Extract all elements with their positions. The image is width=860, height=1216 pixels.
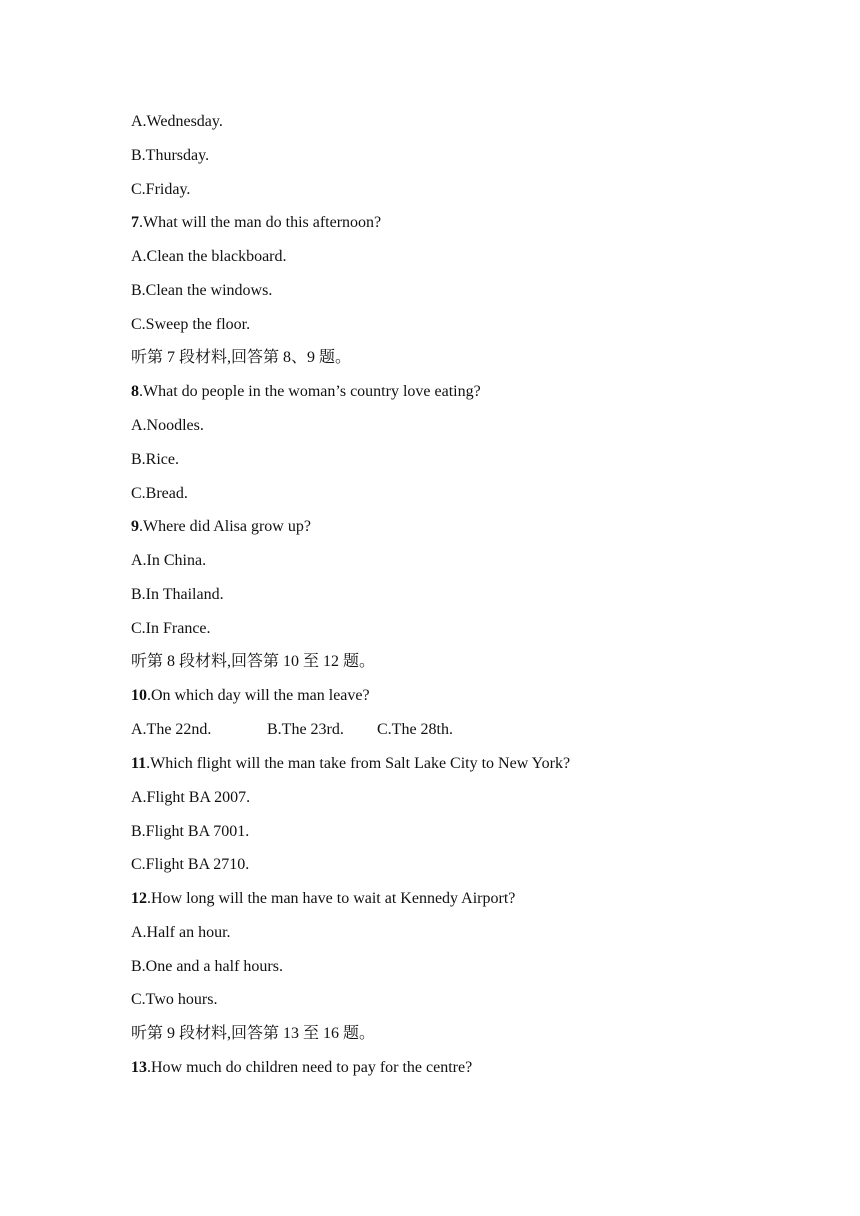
option-12c: C.Two hours. — [131, 991, 218, 1008]
option-9c: C.In France. — [131, 620, 211, 637]
question-text: .On which day will the man leave? — [147, 687, 370, 704]
option-11b: B.Flight BA 7001. — [131, 823, 250, 840]
option-7b: B.Clean the windows. — [131, 282, 273, 299]
question-number: 9 — [131, 518, 139, 535]
option-12b: B.One and a half hours. — [131, 958, 283, 975]
question-12 — [131, 889, 515, 909]
question-9 — [131, 517, 311, 537]
section-instruction-7: 听第 7 段材料,回答第 8、9 题。 — [131, 349, 352, 366]
question-number: 11 — [131, 755, 147, 772]
option-6b: B.Thursday. — [131, 147, 210, 164]
question-text: .How long will the man have to wait at Kennedy Airport? — [147, 890, 516, 907]
section-instruction-8: 听第 8 段材料,回答第 10 至 12 题。 — [131, 653, 376, 670]
option-11c: C.Flight BA 2710. — [131, 856, 250, 873]
option-6c: C.Friday. — [131, 181, 191, 198]
question-text: .Which flight will the man take from Salt Lake City to New York? — [146, 755, 571, 772]
option-12a: A.Half an hour. — [131, 924, 231, 941]
option-6a: A.Wednesday. — [131, 113, 223, 130]
question-7 — [131, 213, 381, 233]
question-text: .What do people in the woman’s country love eating? — [139, 383, 481, 400]
question-number: 10 — [131, 687, 147, 704]
question-11 — [131, 754, 570, 774]
question-text: .How much do children need to pay for the centre? — [147, 1059, 473, 1076]
options-10 — [131, 720, 453, 740]
option-10b: B.The 23rd. — [267, 721, 344, 738]
option-10c: C.The 28th. — [377, 721, 453, 738]
option-9b: B.In Thailand. — [131, 586, 224, 603]
question-text: .Where did Alisa grow up? — [139, 518, 311, 535]
question-number: 8 — [131, 383, 139, 400]
option-7c: C.Sweep the floor. — [131, 316, 251, 333]
question-number: 7 — [131, 214, 139, 231]
option-8c: C.Bread. — [131, 485, 188, 502]
option-7a: A.Clean the blackboard. — [131, 248, 287, 265]
option-10a: A.The 22nd. — [131, 721, 212, 738]
option-11a: A.Flight BA 2007. — [131, 789, 251, 806]
question-8 — [131, 382, 481, 402]
section-instruction-9: 听第 9 段材料,回答第 13 至 16 题。 — [131, 1025, 376, 1042]
question-text: .What will the man do this afternoon? — [139, 214, 382, 231]
option-9a: A.In China. — [131, 552, 207, 569]
option-8a: A.Noodles. — [131, 417, 204, 434]
question-13 — [131, 1058, 472, 1078]
option-8b: B.Rice. — [131, 451, 179, 468]
question-10 — [131, 686, 370, 706]
question-number: 12 — [131, 890, 147, 907]
question-number: 13 — [131, 1059, 147, 1076]
